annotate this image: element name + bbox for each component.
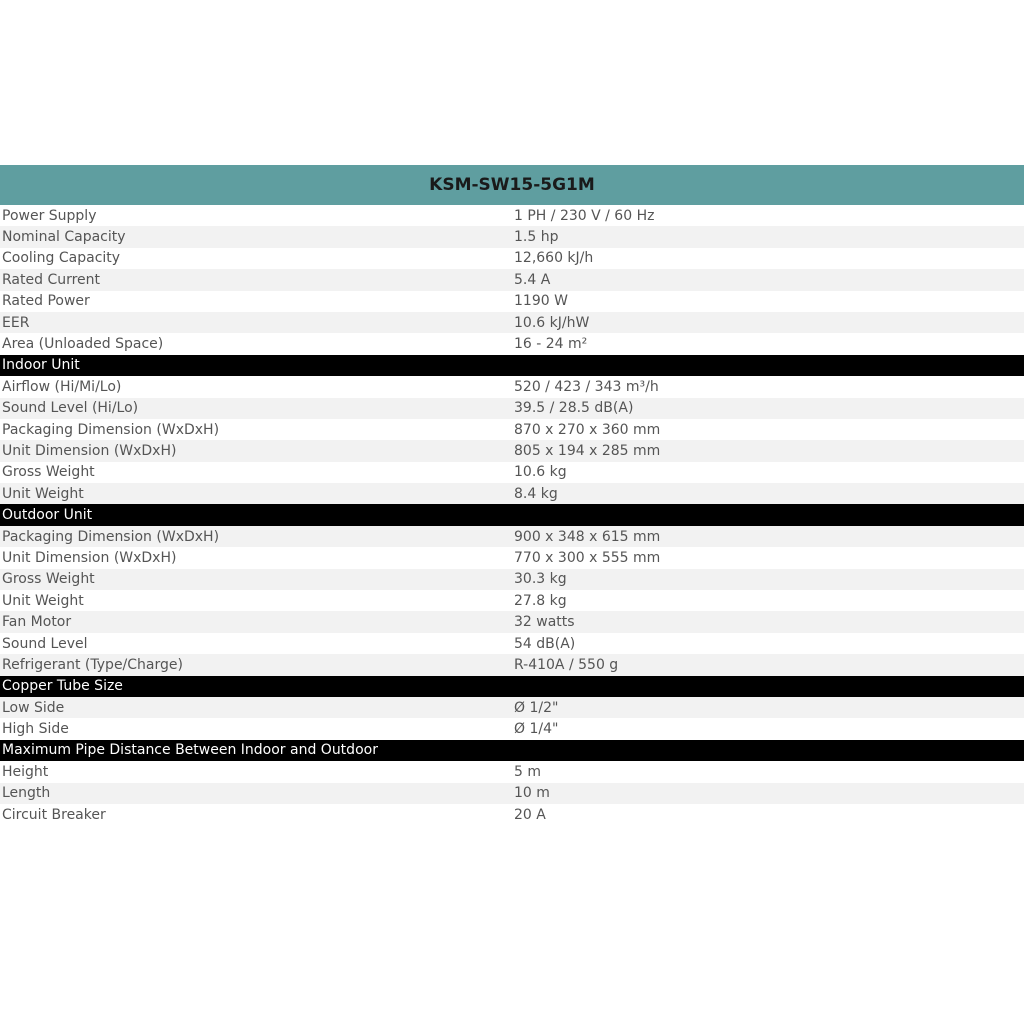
spec-label: Unit Weight (2, 592, 84, 609)
spec-row (0, 697, 1024, 718)
spec-row (0, 590, 1024, 611)
spec-label: Gross Weight (2, 571, 95, 588)
spec-row (0, 483, 1024, 504)
spec-value: 5.4 A (514, 271, 551, 288)
spec-row (0, 205, 1024, 226)
spec-label: Area (Unloaded Space) (2, 336, 164, 353)
spec-label: Low Side (2, 699, 65, 716)
spec-value: 1190 W (514, 293, 568, 310)
spec-value: 12,660 kJ/h (514, 250, 594, 267)
spec-value: 39.5 / 28.5 dB(A) (514, 400, 634, 417)
spec-label: Rated Power (2, 293, 90, 310)
spec-row (0, 398, 1024, 419)
section-header: Maximum Pipe Distance Between Indoor and Outdoor (0, 740, 1024, 761)
spec-label: Fan Motor (2, 614, 72, 631)
spec-row (0, 526, 1024, 547)
spec-row (0, 633, 1024, 654)
spec-value: R-410A / 550 g (514, 656, 619, 673)
spec-label: Sound Level (2, 635, 88, 652)
section-header: Outdoor Unit (0, 504, 1024, 525)
spec-row (0, 376, 1024, 397)
spec-label: Packaging Dimension (WxDxH) (2, 528, 220, 545)
spec-label: Cooling Capacity (2, 250, 121, 267)
spec-row (0, 804, 1024, 825)
spec-row (0, 462, 1024, 483)
spec-label: Unit Weight (2, 485, 84, 502)
spec-row (0, 783, 1024, 804)
spec-value: 520 / 423 / 343 m³/h (514, 378, 659, 395)
spec-value: 8.4 kg (514, 485, 558, 502)
spec-row (0, 761, 1024, 782)
spec-row (0, 654, 1024, 675)
spec-table (0, 205, 1024, 825)
spec-value: 32 watts (514, 614, 575, 631)
spec-row (0, 312, 1024, 333)
spec-value: 900 x 348 x 615 mm (514, 528, 661, 545)
spec-label: Packaging Dimension (WxDxH) (2, 421, 220, 438)
spec-row (0, 569, 1024, 590)
spec-row (0, 440, 1024, 461)
spec-value: Ø 1/2" (514, 699, 559, 716)
spec-value: 5 m (514, 763, 541, 780)
spec-value: Ø 1/4" (514, 721, 559, 738)
spec-label: Length (2, 785, 51, 802)
spec-value: 27.8 kg (514, 592, 567, 609)
spec-row (0, 611, 1024, 632)
spec-label: Rated Current (2, 271, 101, 288)
spec-label: Circuit Breaker (2, 806, 106, 823)
spec-sheet (0, 165, 1024, 825)
spec-label: Gross Weight (2, 464, 95, 481)
spec-row (0, 718, 1024, 739)
spec-label: Height (2, 763, 49, 780)
spec-row (0, 269, 1024, 290)
spec-label: EER (2, 314, 30, 331)
spec-value: 54 dB(A) (514, 635, 576, 652)
spec-label: Nominal Capacity (2, 229, 126, 246)
spec-row (0, 226, 1024, 247)
spec-value: 870 x 270 x 360 mm (514, 421, 661, 438)
spec-row (0, 419, 1024, 440)
model-title: KSM-SW15-5G1M (0, 165, 1024, 205)
section-header: Copper Tube Size (0, 676, 1024, 697)
spec-label: Sound Level (Hi/Lo) (2, 400, 139, 417)
spec-row (0, 291, 1024, 312)
spec-value: 770 x 300 x 555 mm (514, 549, 661, 566)
spec-value: 30.3 kg (514, 571, 567, 588)
spec-value: 20 A (514, 806, 546, 823)
spec-value: 1 PH / 230 V / 60 Hz (514, 207, 655, 224)
spec-label: Airflow (Hi/Mi/Lo) (2, 378, 122, 395)
spec-row (0, 547, 1024, 568)
spec-label: Unit Dimension (WxDxH) (2, 442, 177, 459)
spec-value: 10.6 kJ/hW (514, 314, 590, 331)
spec-value: 10 m (514, 785, 550, 802)
spec-value: 805 x 194 x 285 mm (514, 442, 661, 459)
spec-value: 10.6 kg (514, 464, 567, 481)
spec-value: 1.5 hp (514, 229, 559, 246)
spec-label: High Side (2, 721, 69, 738)
spec-row (0, 333, 1024, 354)
section-header: Indoor Unit (0, 355, 1024, 376)
spec-label: Refrigerant (Type/Charge) (2, 656, 183, 673)
spec-value: 16 - 24 m² (514, 336, 588, 353)
spec-label: Unit Dimension (WxDxH) (2, 549, 177, 566)
spec-label: Power Supply (2, 207, 97, 224)
spec-row (0, 248, 1024, 269)
